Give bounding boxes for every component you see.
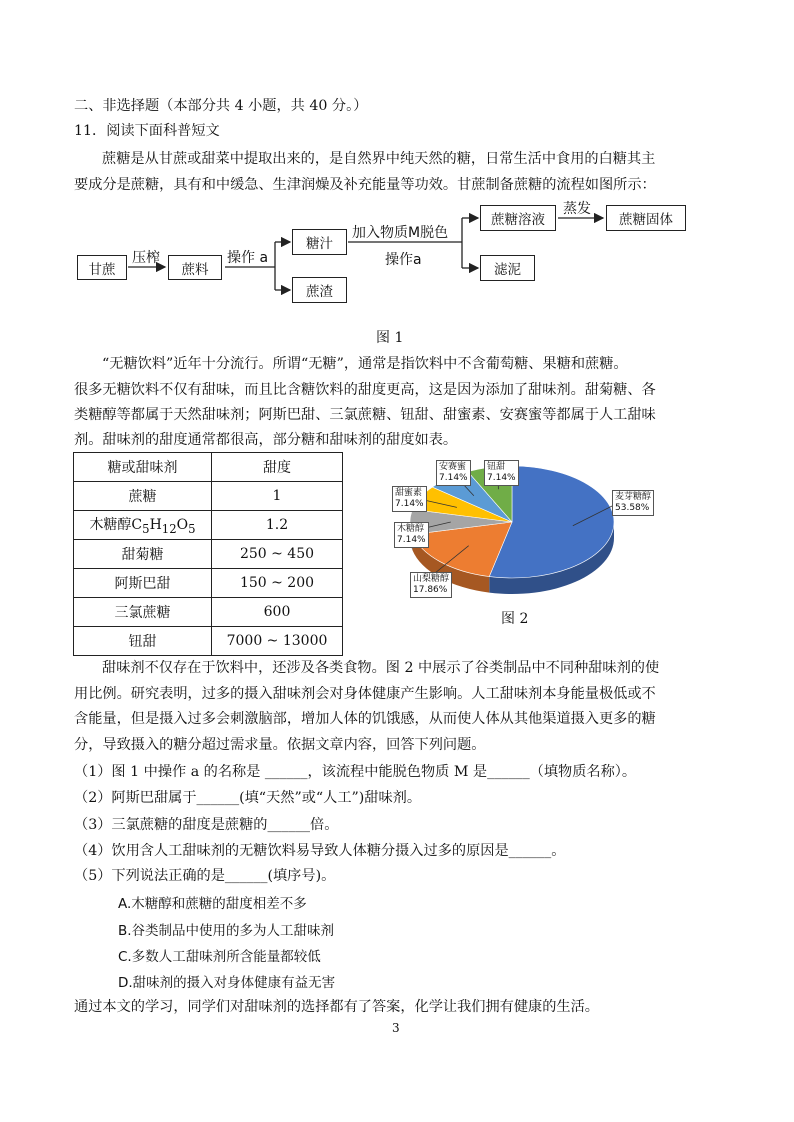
table-cell: 250 ~ 450 bbox=[212, 540, 343, 569]
table-row bbox=[74, 569, 343, 598]
pie-label-value: 7.14% bbox=[439, 473, 468, 483]
table-row bbox=[74, 627, 343, 656]
table-cell: 阿斯巴甜 bbox=[74, 569, 212, 598]
pie-label-value: 17.86% bbox=[413, 585, 448, 595]
label-tuose: 加入物质M脱色 bbox=[352, 225, 449, 241]
box-zhetang-guti: 蔗糖固体 bbox=[606, 205, 686, 231]
para2-line3: 类糖醇等都属于天然甜味剂；阿斯巴甜、三氯蔗糖、钮甜、甜蜜素、安赛蜜等都属于人工甜味 bbox=[74, 407, 656, 423]
para3-line3: 含能量，但是摄入过多会刺激脑部，增加人体的饥饿感，从而使人体从其他渠道摄入更多的糖 bbox=[74, 711, 656, 727]
table-cell: 7000 ~ 13000 bbox=[212, 627, 343, 656]
question-4: （4）饮用含人工甜味剂的无糖饮料易导致人体糖分摄入过多的原因是______。 bbox=[74, 843, 566, 859]
pie-label-value: 7.14% bbox=[395, 499, 424, 509]
box-zhetang-rongye: 蔗糖溶液 bbox=[480, 205, 556, 231]
pie-label-value: 7.14% bbox=[397, 535, 426, 545]
question-title: 11．阅读下面科普短文 bbox=[74, 123, 220, 139]
para2-line2: 很多无糖饮料不仅有甜味，而且比含糖饮料的甜度更高，这是因为添加了甜味剂。甜菊糖、各 bbox=[74, 382, 656, 398]
pie-label-name: 安赛蜜 bbox=[439, 462, 467, 472]
pie-label-name: 山梨糖醇 bbox=[413, 574, 450, 584]
box-zhezha: 蔗渣 bbox=[292, 277, 347, 303]
table-cell: 1 bbox=[212, 482, 343, 511]
sweetness-table-body bbox=[74, 453, 343, 656]
pie-label-name: 麦芽糖醇 bbox=[615, 492, 652, 502]
table-row bbox=[74, 482, 343, 511]
table-cell: 钮甜 bbox=[74, 627, 212, 656]
table-header-row bbox=[74, 453, 343, 482]
fig1-caption: 图 1 bbox=[376, 330, 404, 346]
para3-line1: 甜味剂不仅存在于饮料中，还涉及各类食物。图 2 中展示了谷类制品中不同种甜味剂的使 bbox=[102, 660, 660, 676]
question-5: （5）下列说法正确的是______(填序号)。 bbox=[74, 868, 336, 884]
question-1: （1）图 1 中操作 a 的名称是 ______，该流程中能脱色物质 M 是______（填物质名称）。 bbox=[74, 764, 637, 780]
para3-line2: 用比例。研究表明，过多的摄入甜味剂会对身体健康产生影响。人工甜味剂本身能量极低或不 bbox=[74, 686, 656, 702]
flow-arrows bbox=[0, 0, 794, 330]
table-header-cell: 甜度 bbox=[212, 453, 343, 482]
box-tangzhi: 糖汁 bbox=[292, 229, 347, 255]
pie-label-1 bbox=[410, 572, 452, 598]
para1-line2: 要成分是蔗糖，具有和中缓急、生津润燥及补充能量等功效。甘蔗制备蔗糖的流程如图所示： bbox=[74, 177, 656, 193]
fig2-caption: 图 2 bbox=[501, 611, 529, 627]
box-luni: 滤泥 bbox=[480, 255, 535, 281]
section-title: 二、非选择题（本部分共 4 小题，共 40 分。） bbox=[74, 98, 368, 114]
box-ganzhe: 甘蔗 bbox=[77, 255, 127, 280]
table-row bbox=[74, 540, 343, 569]
table-row bbox=[74, 511, 343, 540]
para2-line4: 剂。甜味剂的甜度通常都很高，部分糖和甜味剂的甜度如表。 bbox=[74, 432, 458, 448]
table-cell: 蔗糖 bbox=[74, 482, 212, 511]
closing-sentence: 通过本文的学习，同学们对甜味剂的选择都有了答案，化学让我们拥有健康的生活。 bbox=[74, 999, 599, 1015]
option-d: D.甜味剂的摄入对身体健康有益无害 bbox=[118, 975, 336, 991]
para2-line1: “无糖饮料”近年十分流行。所谓“无糖”，通常是指饮料中不含葡萄糖、果糖和蔗糖。 bbox=[102, 356, 628, 372]
pie-label-name: 木糖醇 bbox=[397, 524, 425, 534]
table-cell: 1.2 bbox=[212, 511, 343, 540]
pie-label-0 bbox=[612, 490, 654, 516]
pie-label-4 bbox=[436, 460, 471, 486]
pie-label-name: 甜蜜素 bbox=[395, 488, 423, 498]
option-a: A.木糖醇和蔗糖的甜度相差不多 bbox=[118, 896, 307, 912]
table-cell: 三氯蔗糖 bbox=[74, 598, 212, 627]
pie-label-value: 53.58% bbox=[615, 503, 650, 513]
para1-line1: 蔗糖是从甘蔗或甜菜中提取出来的，是自然界中纯天然的糖，日常生活中食用的白糖其主 bbox=[102, 151, 656, 167]
table-row bbox=[74, 598, 343, 627]
page-number: 3 bbox=[392, 1021, 400, 1035]
table-cell: 600 bbox=[212, 598, 343, 627]
pie-label-value: 7.14% bbox=[487, 473, 516, 483]
pie-label-5 bbox=[484, 460, 519, 486]
pie-label-3 bbox=[392, 486, 427, 512]
table-cell: 甜菊糖 bbox=[74, 540, 212, 569]
pie-label-2 bbox=[394, 522, 429, 548]
table-cell: 150 ~ 200 bbox=[212, 569, 343, 598]
pie-label-name: 钮甜 bbox=[487, 462, 506, 472]
sweetness-table bbox=[73, 452, 343, 656]
label-caozuo-a: 操作 a bbox=[227, 250, 269, 266]
label-zhengfa: 蒸发 bbox=[563, 201, 591, 217]
table-header-cell: 糖或甜味剂 bbox=[74, 453, 212, 482]
para3-line4: 分，导致摄入的糖分超过需求量。依据文章内容，回答下列问题。 bbox=[74, 737, 486, 753]
label-yazha: 压榨 bbox=[132, 250, 160, 266]
option-b: B.谷类制品中使用的多为人工甜味剂 bbox=[118, 923, 335, 939]
question-3: （3）三氯蔗糖的甜度是蔗糖的______倍。 bbox=[74, 817, 339, 833]
question-2: （2）阿斯巴甜属于______(填“天然”或“人工”)甜味剂。 bbox=[74, 790, 422, 806]
option-c: C.多数人工甜味剂所含能量都较低 bbox=[118, 949, 321, 965]
table-cell: 木糖醇$C_5H_{12}O_5$ bbox=[74, 511, 212, 540]
label-caozuo-a2: 操作a bbox=[385, 252, 422, 268]
box-zheliao: 蔗料 bbox=[168, 255, 222, 280]
